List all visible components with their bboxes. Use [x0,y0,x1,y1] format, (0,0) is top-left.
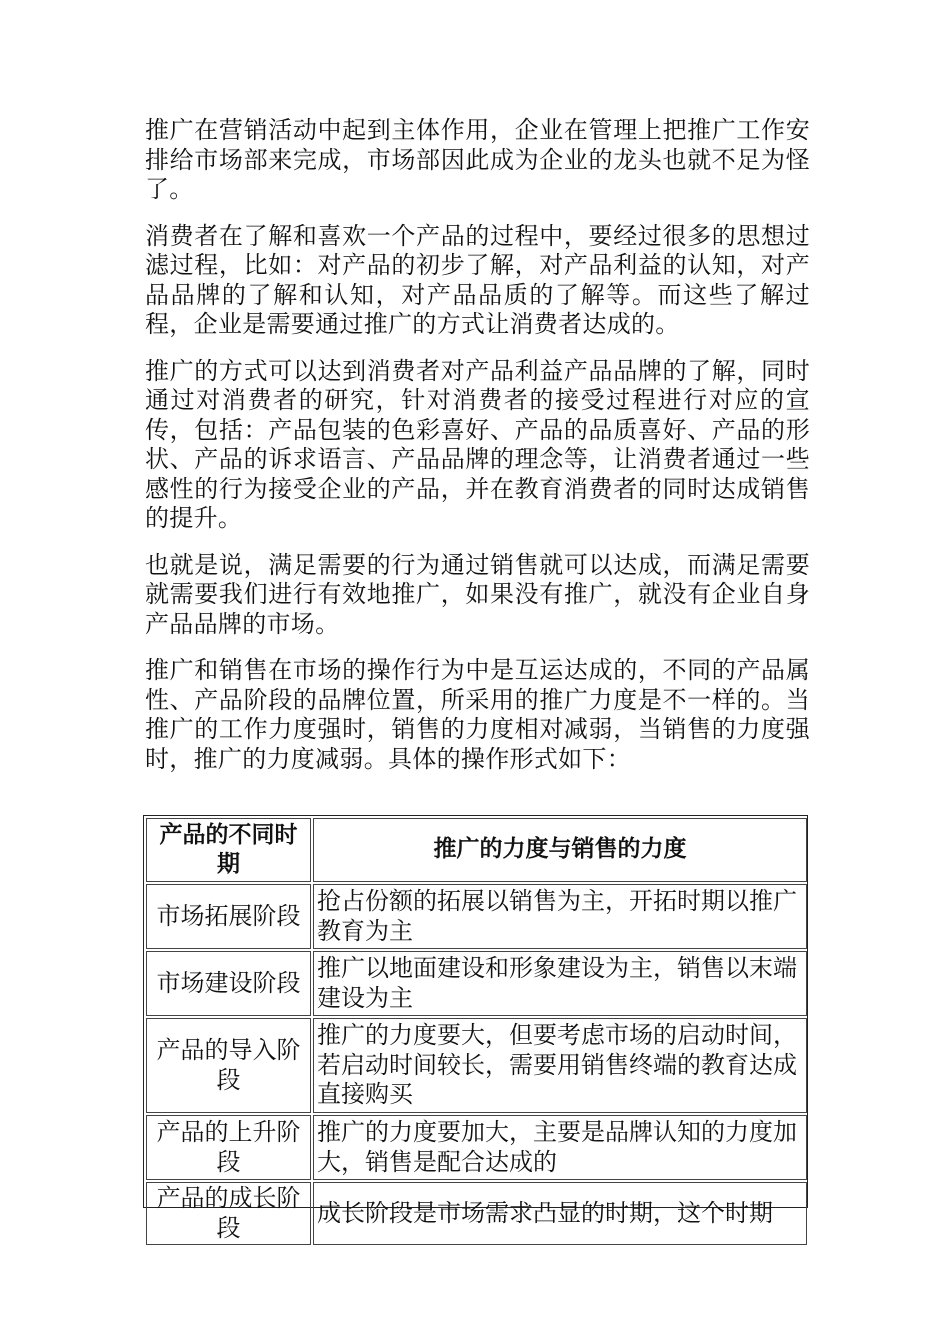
table-header-row [146,818,807,882]
paragraph: 消费者在了解和喜欢一个产品的过程中，要经过很多的思想过滤过程，比如：对产品的初步了解，对产品利益的认知，对产品品牌的了解和认知，对产品品质的了解等。而这些了解过程，企业是需要通过推广的方式让消费者达成的。 [145,221,810,338]
table-cell-description: 推广的力度要大，但要考虑市场的启动时间，若启动时间较长，需要用销售终端的教育达成直接购买 [313,1018,807,1113]
paragraph: 推广的方式可以达到消费者对产品利益产品品牌的了解，同时通过对消费者的研究，针对消费者的接受过程进行对应的宣传，包括：产品包装的色彩喜好、产品的品质喜好、产品的形状、产品的诉求语言、产品品牌的理念等，让消费者通过一些感性的行为接受企业的产品，并在教育消费者的同时达成销售的提升。 [145,356,810,532]
paragraph: 推广和销售在市场的操作行为中是互运达成的，不同的产品属性、产品阶段的品牌位置，所采用的推广力度是不一样的。当推广的工作力度强时，销售的力度相对减弱，当销售的力度强时，推广的力度减弱。具体的操作形式如下： [145,656,810,773]
table-cell-period: 产品的成长阶段 [146,1182,311,1245]
table-row [146,951,807,1016]
table-cell-period: 产品的上升阶段 [146,1115,311,1180]
table-row [146,1115,807,1180]
table-row [146,1182,807,1245]
table-cell-period: 产品的导入阶段 [146,1018,311,1113]
table-row [146,1018,807,1113]
stage-table [143,815,808,1242]
document-body [145,116,810,774]
table-cell-description: 推广的力度要加大，主要是品牌认知的力度加大，销售是配合达成的 [313,1115,807,1180]
table-header-intensity: 推广的力度与销售的力度 [313,818,807,882]
table-row [146,884,807,949]
table-cell-period: 市场建设阶段 [146,951,311,1016]
table-cell-description: 推广以地面建设和形象建设为主，销售以末端建设为主 [313,951,807,1016]
paragraph: 也就是说，满足需要的行为通过销售就可以达成，而满足需要就需要我们进行有效地推广，如果没有推广，就没有企业自身产品品牌的市场。 [145,550,810,638]
table-cell-period: 市场拓展阶段 [146,884,311,949]
paragraph: 推广在营销活动中起到主体作用，企业在管理上把推广工作安排给市场部来完成，市场部因此成为企业的龙头也就不足为怪了。 [145,116,810,203]
table-cell-description: 抢占份额的拓展以销售为主，开拓时期以推广教育为主 [313,884,807,949]
stage-table-grid [144,816,809,1247]
table-cell-description: 成长阶段是市场需求凸显的时期，这个时期 [313,1182,807,1245]
table-header-period: 产品的不同时期 [146,818,311,882]
